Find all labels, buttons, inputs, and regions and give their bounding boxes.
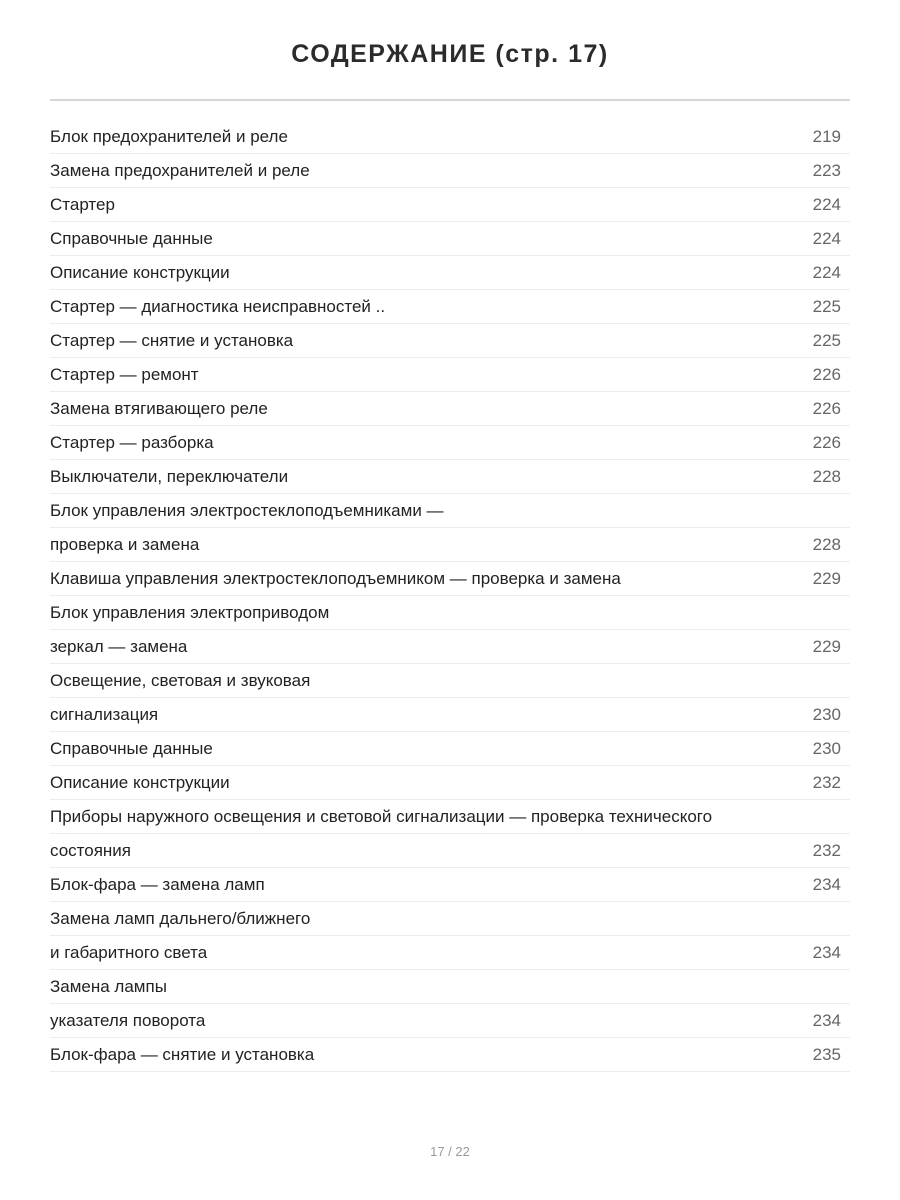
toc-entry[interactable] bbox=[50, 256, 850, 290]
toc-entry-title: Клавиша управления электростеклоподъемником — проверка и замена bbox=[50, 569, 621, 588]
toc-entry[interactable] bbox=[50, 834, 850, 868]
toc-entry-title: Замена втягивающего реле bbox=[50, 399, 268, 418]
toc-entry-page-number: 226 bbox=[812, 365, 841, 384]
toc-entry-page-number: 229 bbox=[812, 569, 841, 588]
page-title: СОДЕРЖАНИЕ (стр. 17) bbox=[291, 40, 609, 68]
toc-entry[interactable] bbox=[50, 154, 850, 188]
toc-entry-title: Описание конструкции bbox=[50, 773, 230, 792]
toc-entry-title: Стартер bbox=[50, 195, 115, 214]
toc-entry[interactable] bbox=[50, 902, 850, 936]
toc-entry[interactable] bbox=[50, 562, 850, 596]
toc-entry-title: состояния bbox=[50, 841, 131, 860]
toc-entry[interactable] bbox=[50, 732, 850, 766]
toc-entry-page-number: 234 bbox=[812, 1011, 841, 1030]
toc-entry-page-number: 225 bbox=[812, 331, 841, 350]
toc-entry-title: Блок-фара — снятие и установка bbox=[50, 1045, 315, 1064]
toc-entry[interactable] bbox=[50, 630, 850, 664]
toc-entry[interactable] bbox=[50, 868, 850, 902]
toc-entry-title: проверка и замена bbox=[50, 535, 200, 554]
toc-entry-title: Блок управления электроприводом bbox=[50, 603, 330, 622]
toc-entry[interactable] bbox=[50, 494, 850, 528]
toc-entry[interactable] bbox=[50, 358, 850, 392]
toc-entry[interactable] bbox=[50, 426, 850, 460]
toc-entry-page-number: 224 bbox=[812, 263, 841, 282]
toc-entry-title: Блок предохранителей и реле bbox=[50, 127, 288, 146]
toc-entry-page-number: 225 bbox=[812, 297, 841, 316]
toc-entry-page-number: 230 bbox=[812, 739, 841, 758]
toc-entry[interactable] bbox=[50, 392, 850, 426]
toc-entry[interactable] bbox=[50, 324, 850, 358]
toc-entry-title: Блок-фара — замена ламп bbox=[50, 875, 265, 894]
toc-entry-title: Освещение, световая и звуковая bbox=[50, 671, 311, 690]
toc-entry-page-number: 234 bbox=[812, 875, 841, 894]
toc-entry-title: Стартер — разборка bbox=[50, 433, 214, 452]
toc-entry-title: Блок управления электростеклоподъемниками — bbox=[50, 501, 444, 520]
toc-entry-title: Стартер — ремонт bbox=[50, 365, 199, 384]
toc-entry-title: Выключатели, переключатели bbox=[50, 467, 289, 486]
toc-entry-page-number: 232 bbox=[812, 773, 841, 792]
toc-entry-page-number: 226 bbox=[812, 433, 841, 452]
toc-entry[interactable] bbox=[50, 1004, 850, 1038]
table-of-contents bbox=[50, 120, 850, 1072]
toc-entry[interactable] bbox=[50, 766, 850, 800]
toc-entry-page-number: 230 bbox=[812, 705, 841, 724]
toc-entry-title: Описание конструкции bbox=[50, 263, 230, 282]
toc-entry-title: сигнализация bbox=[50, 705, 159, 724]
toc-entry-title: Справочные данные bbox=[50, 739, 213, 758]
toc-entry-page-number: 223 bbox=[812, 161, 841, 180]
toc-entry-title: Замена ламп дальнего/ближнего bbox=[50, 909, 311, 928]
toc-entry-title: Справочные данные bbox=[50, 229, 213, 248]
toc-entry-page-number: 228 bbox=[812, 467, 841, 486]
toc-entry-title: Стартер — снятие и установка bbox=[50, 331, 294, 350]
toc-entry-page-number: 226 bbox=[812, 399, 841, 418]
toc-entry[interactable] bbox=[50, 800, 850, 834]
toc-entry-page-number: 224 bbox=[812, 195, 841, 214]
toc-entry[interactable] bbox=[50, 698, 850, 732]
toc-entry[interactable] bbox=[50, 528, 850, 562]
toc-entry[interactable] bbox=[50, 222, 850, 256]
toc-entry[interactable] bbox=[50, 120, 850, 154]
toc-entry-title: Замена лампы bbox=[50, 977, 167, 996]
toc-entry[interactable] bbox=[50, 664, 850, 698]
toc-entry-title: Приборы наружного освещения и световой сигнализации — проверка технического bbox=[50, 807, 713, 826]
toc-entry-title: Стартер — диагностика неисправностей .. bbox=[50, 297, 386, 316]
title-divider bbox=[50, 99, 850, 101]
toc-entry-page-number: 228 bbox=[812, 535, 841, 554]
toc-entry-title: и габаритного света bbox=[50, 943, 208, 962]
toc-entry[interactable] bbox=[50, 460, 850, 494]
toc-entry-title: зеркал — замена bbox=[50, 637, 188, 656]
toc-entry[interactable] bbox=[50, 1038, 850, 1072]
toc-entry[interactable] bbox=[50, 596, 850, 630]
toc-entry[interactable] bbox=[50, 936, 850, 970]
toc-entry-page-number: 232 bbox=[812, 841, 841, 860]
toc-entry-page-number: 219 bbox=[812, 127, 841, 146]
toc-entry[interactable] bbox=[50, 970, 850, 1004]
toc-entry-title: указателя поворота bbox=[50, 1011, 206, 1030]
toc-entry-title: Замена предохранителей и реле bbox=[50, 161, 310, 180]
page-indicator: 17 / 22 bbox=[430, 1144, 470, 1159]
toc-entry-page-number: 234 bbox=[812, 943, 841, 962]
toc-entry-page-number: 235 bbox=[812, 1045, 841, 1064]
toc-entry[interactable] bbox=[50, 188, 850, 222]
toc-entry[interactable] bbox=[50, 290, 850, 324]
toc-entry-page-number: 229 bbox=[812, 637, 841, 656]
toc-entry-page-number: 224 bbox=[812, 229, 841, 248]
